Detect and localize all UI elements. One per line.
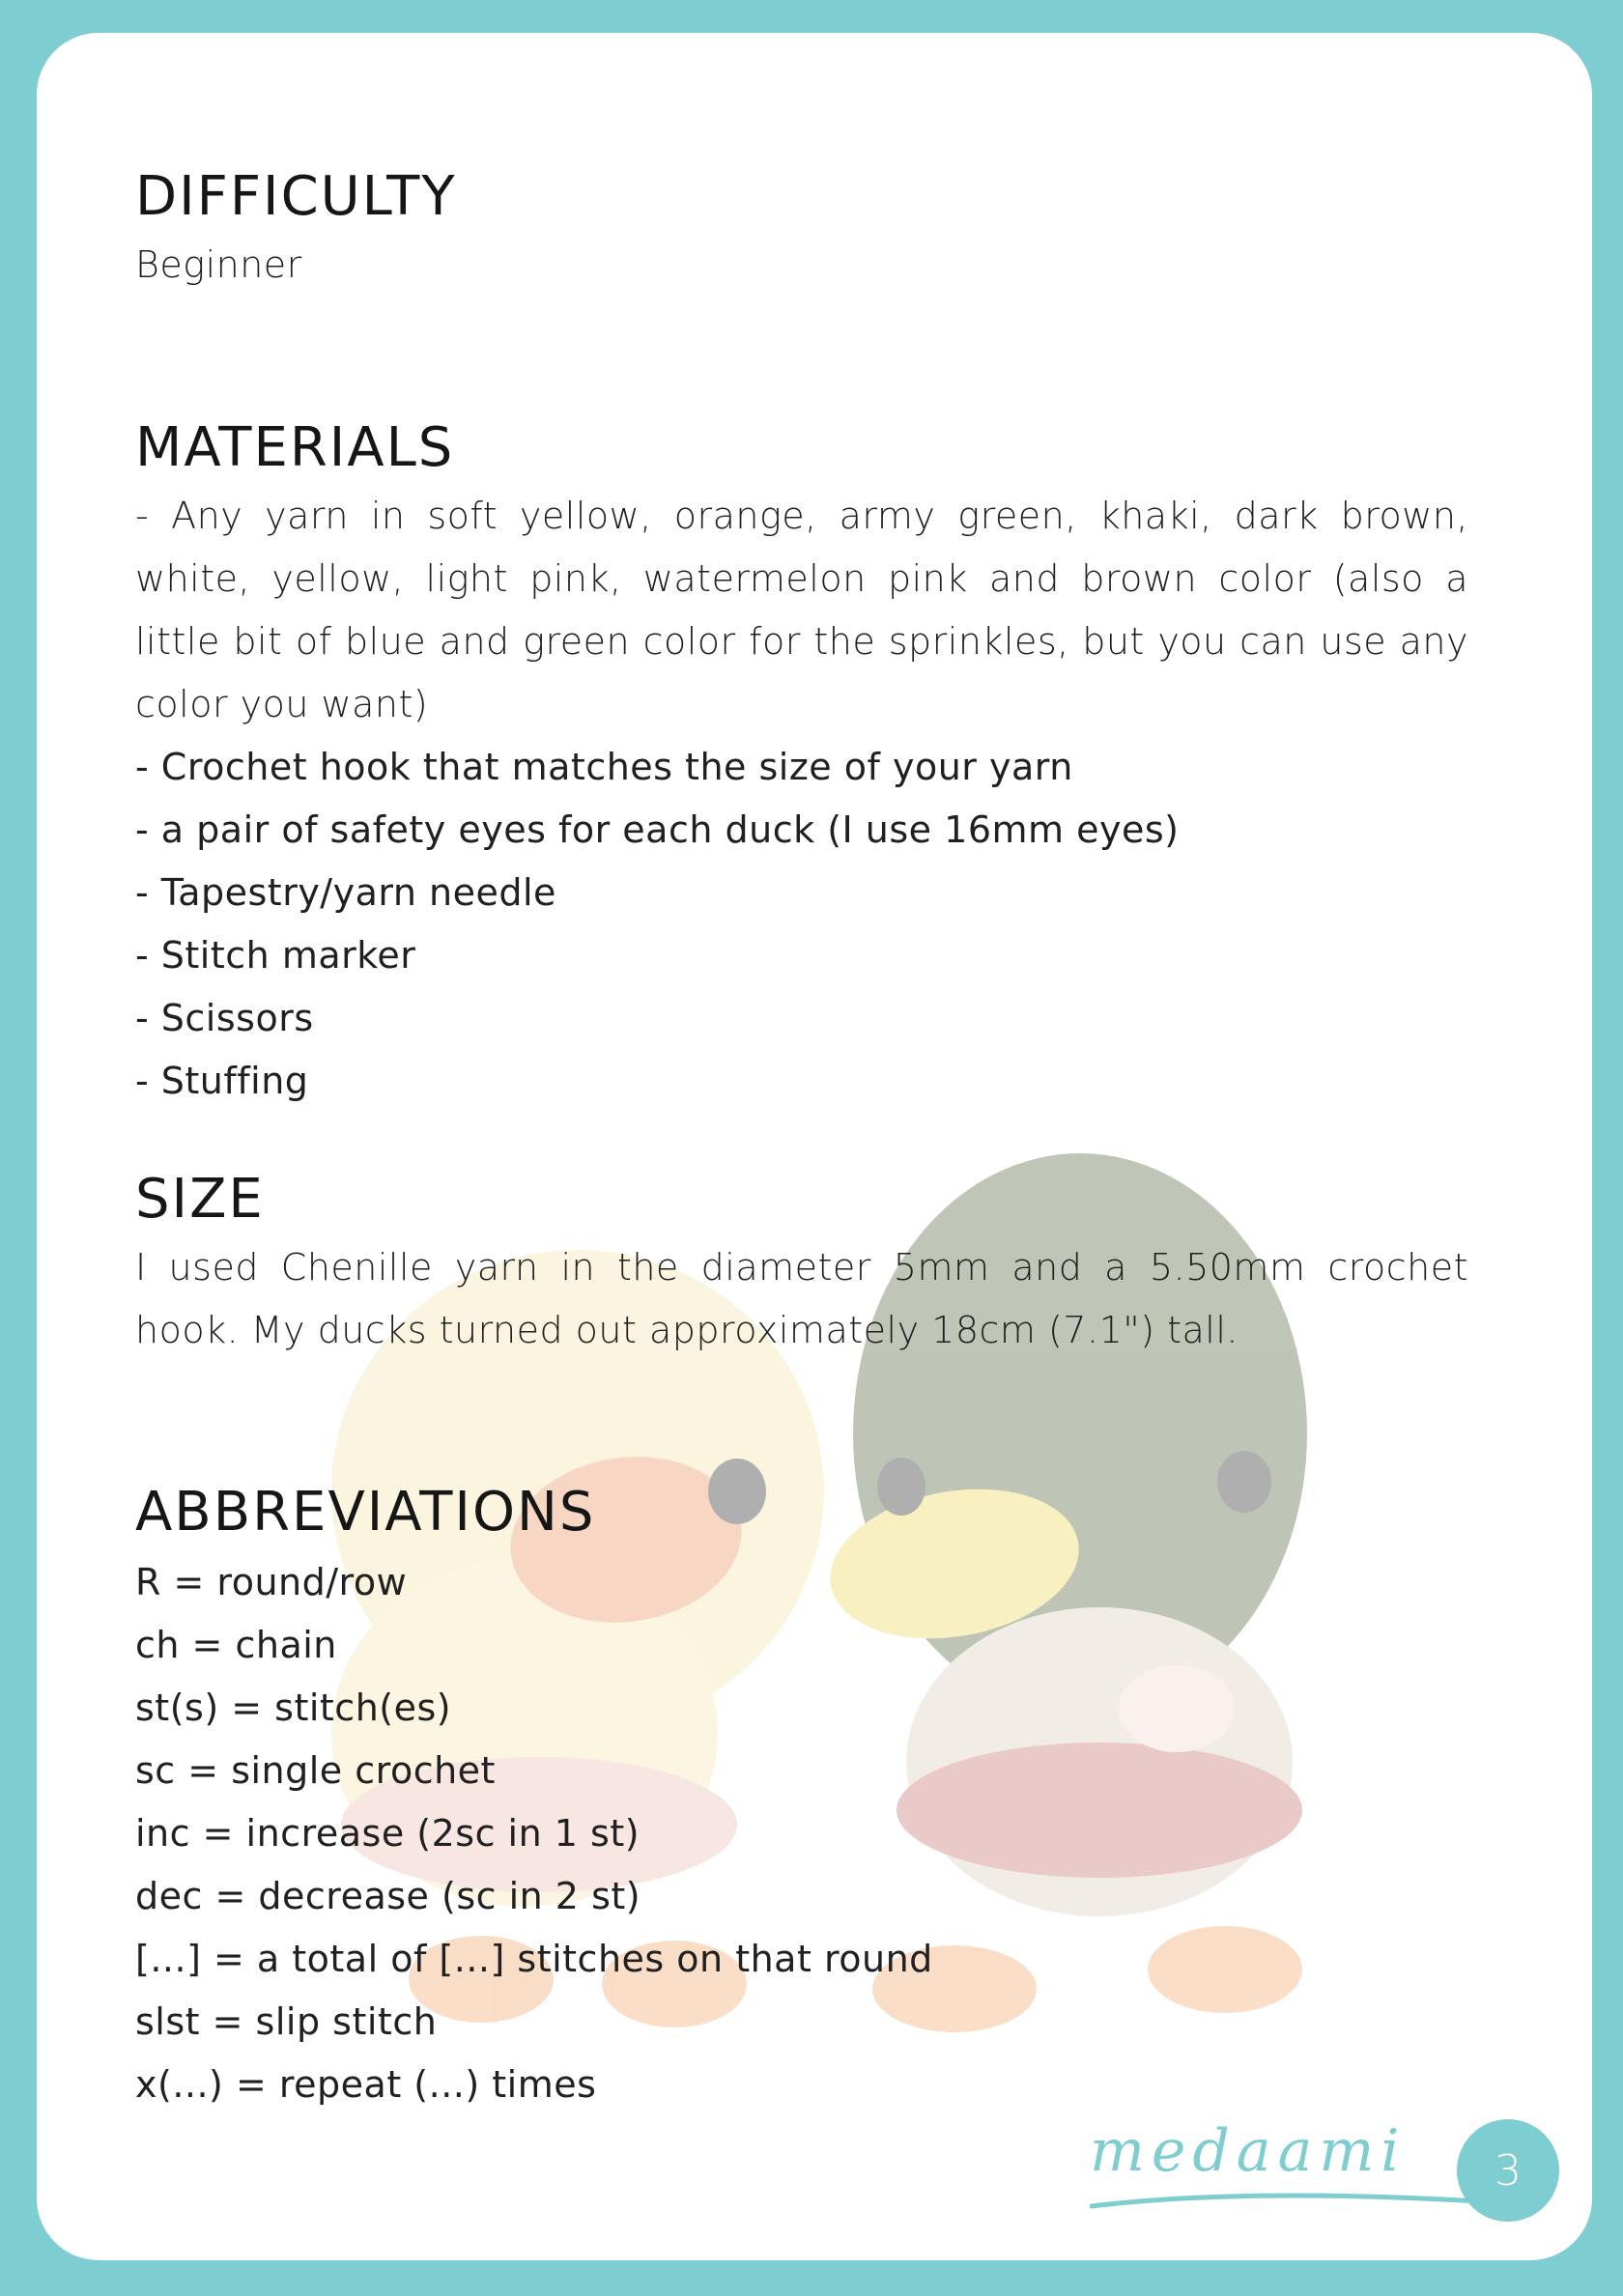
list-item: dec = decrease (sc in 2 st) [135, 1875, 641, 1917]
abbreviations-list [135, 1551, 933, 2116]
size-paragraph: I used Chenille yarn in the diameter 5mm and a 5.50mm crochet hook. My ducks turned out approximately 18cm (7.1") tall. [135, 1246, 1468, 1351]
list-item: R = round/row [135, 1561, 408, 1603]
difficulty-heading: DIFFICULTY [135, 165, 457, 228]
page [37, 33, 1592, 2260]
list-item: ch = chain [135, 1624, 337, 1666]
list-item: inc = increase (2sc in 1 st) [135, 1812, 641, 1855]
abbreviations-heading: ABBREVIATIONS [135, 1481, 596, 1544]
materials-paragraph: - Any yarn in soft yellow, orange, army green, khaki, dark brown, white, yellow, light pink, watermelon pink and brown color (also a little bit of blue and green color for the sprinkles, but you can use any color you want) [135, 495, 1468, 725]
difficulty-value: Beginner [135, 243, 302, 286]
list-item: slst = slip stitch [135, 2000, 438, 2043]
page-number: 3 [1457, 2119, 1559, 2222]
list-item: st(s) = stitch(es) [135, 1687, 452, 1729]
list-item: - Tapestry/yarn needle [135, 871, 556, 914]
size-heading: SIZE [135, 1168, 265, 1231]
list-item: - Stuffing [135, 1060, 309, 1102]
list-item: x(...) = repeat (...) times [135, 2063, 597, 2106]
brand-logo [1090, 2117, 1505, 2224]
brand-name: medaami [1090, 2117, 1407, 2185]
materials-list [135, 736, 1179, 1113]
list-item: - a pair of safety eyes for each duck (I use 16mm eyes) [135, 808, 1180, 851]
list-item: sc = single crochet [135, 1749, 496, 1792]
brand-underline [1090, 2117, 1505, 2224]
materials-heading: MATERIALS [135, 416, 455, 479]
list-item: - Scissors [135, 997, 314, 1039]
list-item: [...] = a total of [...] stitches on that round [135, 1938, 933, 1980]
list-item: - Stitch marker [135, 934, 416, 977]
list-item: - Crochet hook that matches the size of your yarn [135, 746, 1073, 788]
